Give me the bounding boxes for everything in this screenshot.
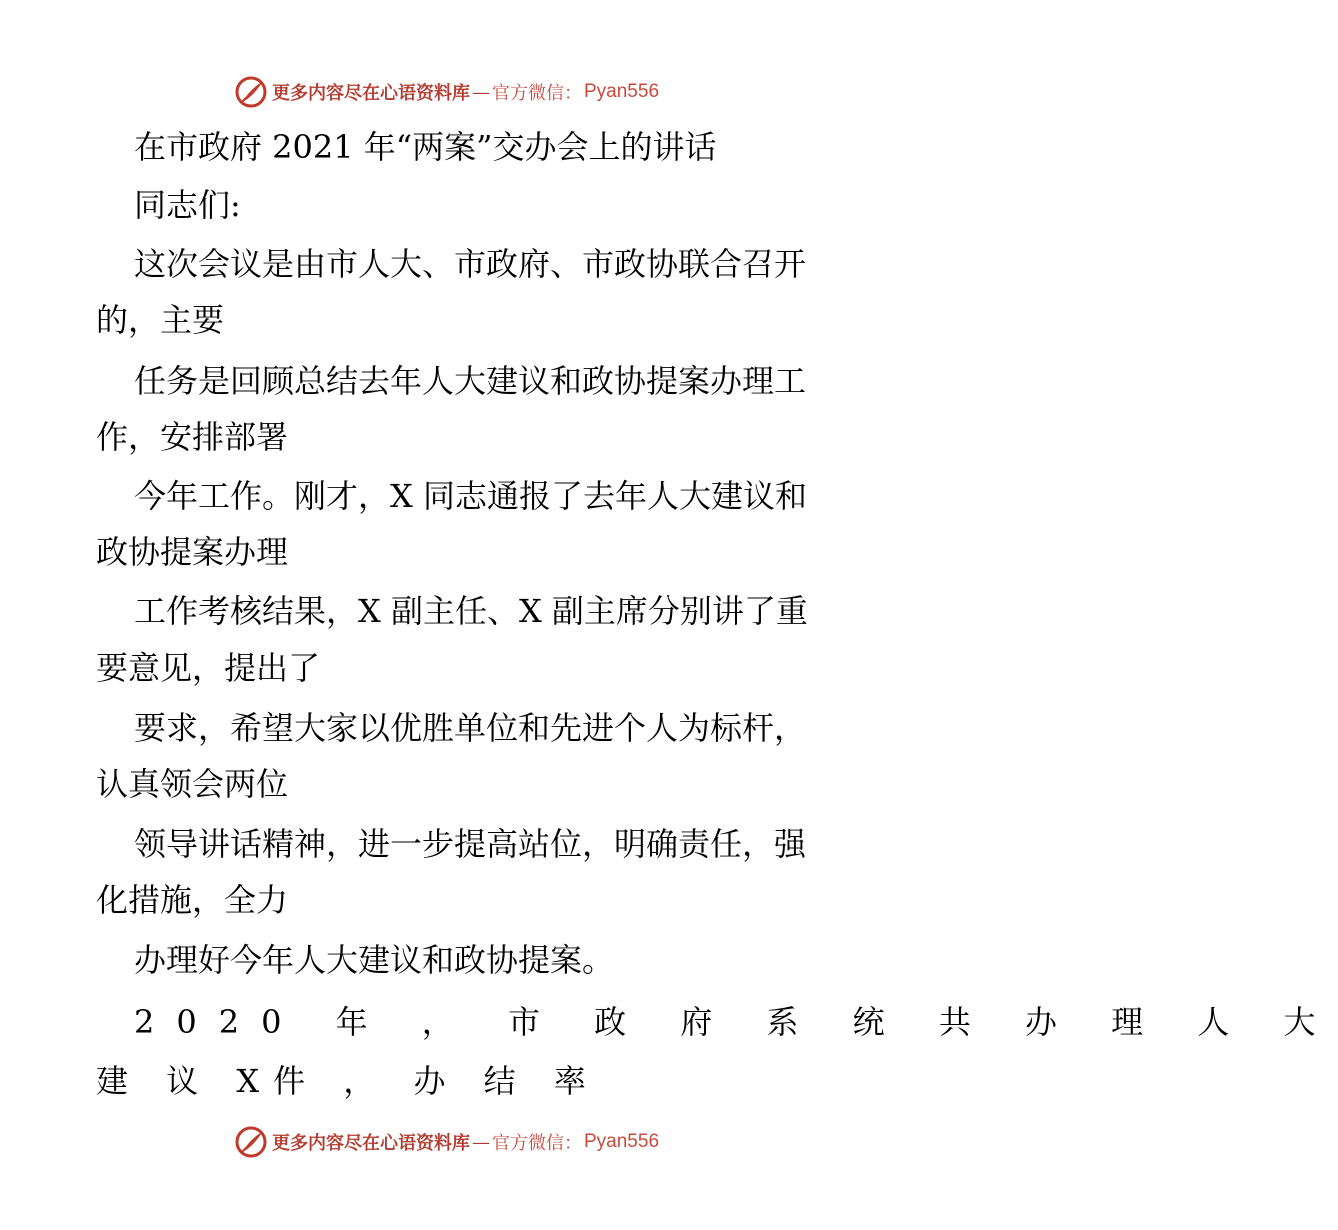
paragraph-line: 这次会议是由市人大、市政府、市政协联合召开 <box>134 245 807 283</box>
paragraph-line: 的，主要 <box>96 301 225 339</box>
paragraph-line: 今年工作。刚才，X 同志通报了去年人大建议和 <box>134 477 807 515</box>
watermark-dash: — <box>472 81 490 103</box>
header-watermark <box>234 72 659 112</box>
paragraph-line: 作，安排部署 <box>96 418 289 456</box>
document-title: 在市政府 2021 年“两案”交办会上的讲话 <box>134 128 717 166</box>
watermark-wechat-id: Pyan556 <box>584 81 660 102</box>
feather-quill-logo-icon <box>234 75 268 109</box>
feather-quill-logo-icon <box>234 1125 268 1159</box>
paragraph-line: 任务是回顾总结去年人大建议和政协提案办理工 <box>134 362 807 400</box>
paragraph-line: 建 议 X件 ， 办 结 率 <box>96 1062 600 1100</box>
salutation: 同志们: <box>134 186 241 224</box>
paragraph-line: 办理好今年人大建议和政协提案。 <box>134 941 615 979</box>
paragraph-line: 政协提案办理 <box>96 533 289 571</box>
paragraph-line: 工作考核结果，X 副主任、X 副主席分别讲了重 <box>134 592 808 630</box>
paragraph-line: 要意见，提出了 <box>96 649 321 687</box>
paragraph-line: 领导讲话精神，进一步提高站位，明确责任，强 <box>134 825 807 863</box>
footer-watermark <box>234 1122 659 1162</box>
paragraph-line: 化措施，全力 <box>96 881 289 919</box>
watermark-text: 更多内容尽在心语资料库 <box>272 1133 470 1154</box>
watermark-wechat-id: Pyan556 <box>584 1131 660 1152</box>
paragraph-line: 认真领会两位 <box>96 765 289 803</box>
watermark-dash: — <box>472 1131 490 1153</box>
watermark-wechat-label: 官方微信： <box>492 1133 582 1154</box>
watermark-text: 更多内容尽在心语资料库 <box>272 83 470 104</box>
paragraph-line: 2020 年 ， 市 政 府 系 统 共 办 理 人 大 <box>134 1003 1338 1041</box>
paragraph-line: 要求，希望大家以优胜单位和先进个人为标杆， <box>134 709 807 747</box>
watermark-wechat-label: 官方微信： <box>492 83 582 104</box>
